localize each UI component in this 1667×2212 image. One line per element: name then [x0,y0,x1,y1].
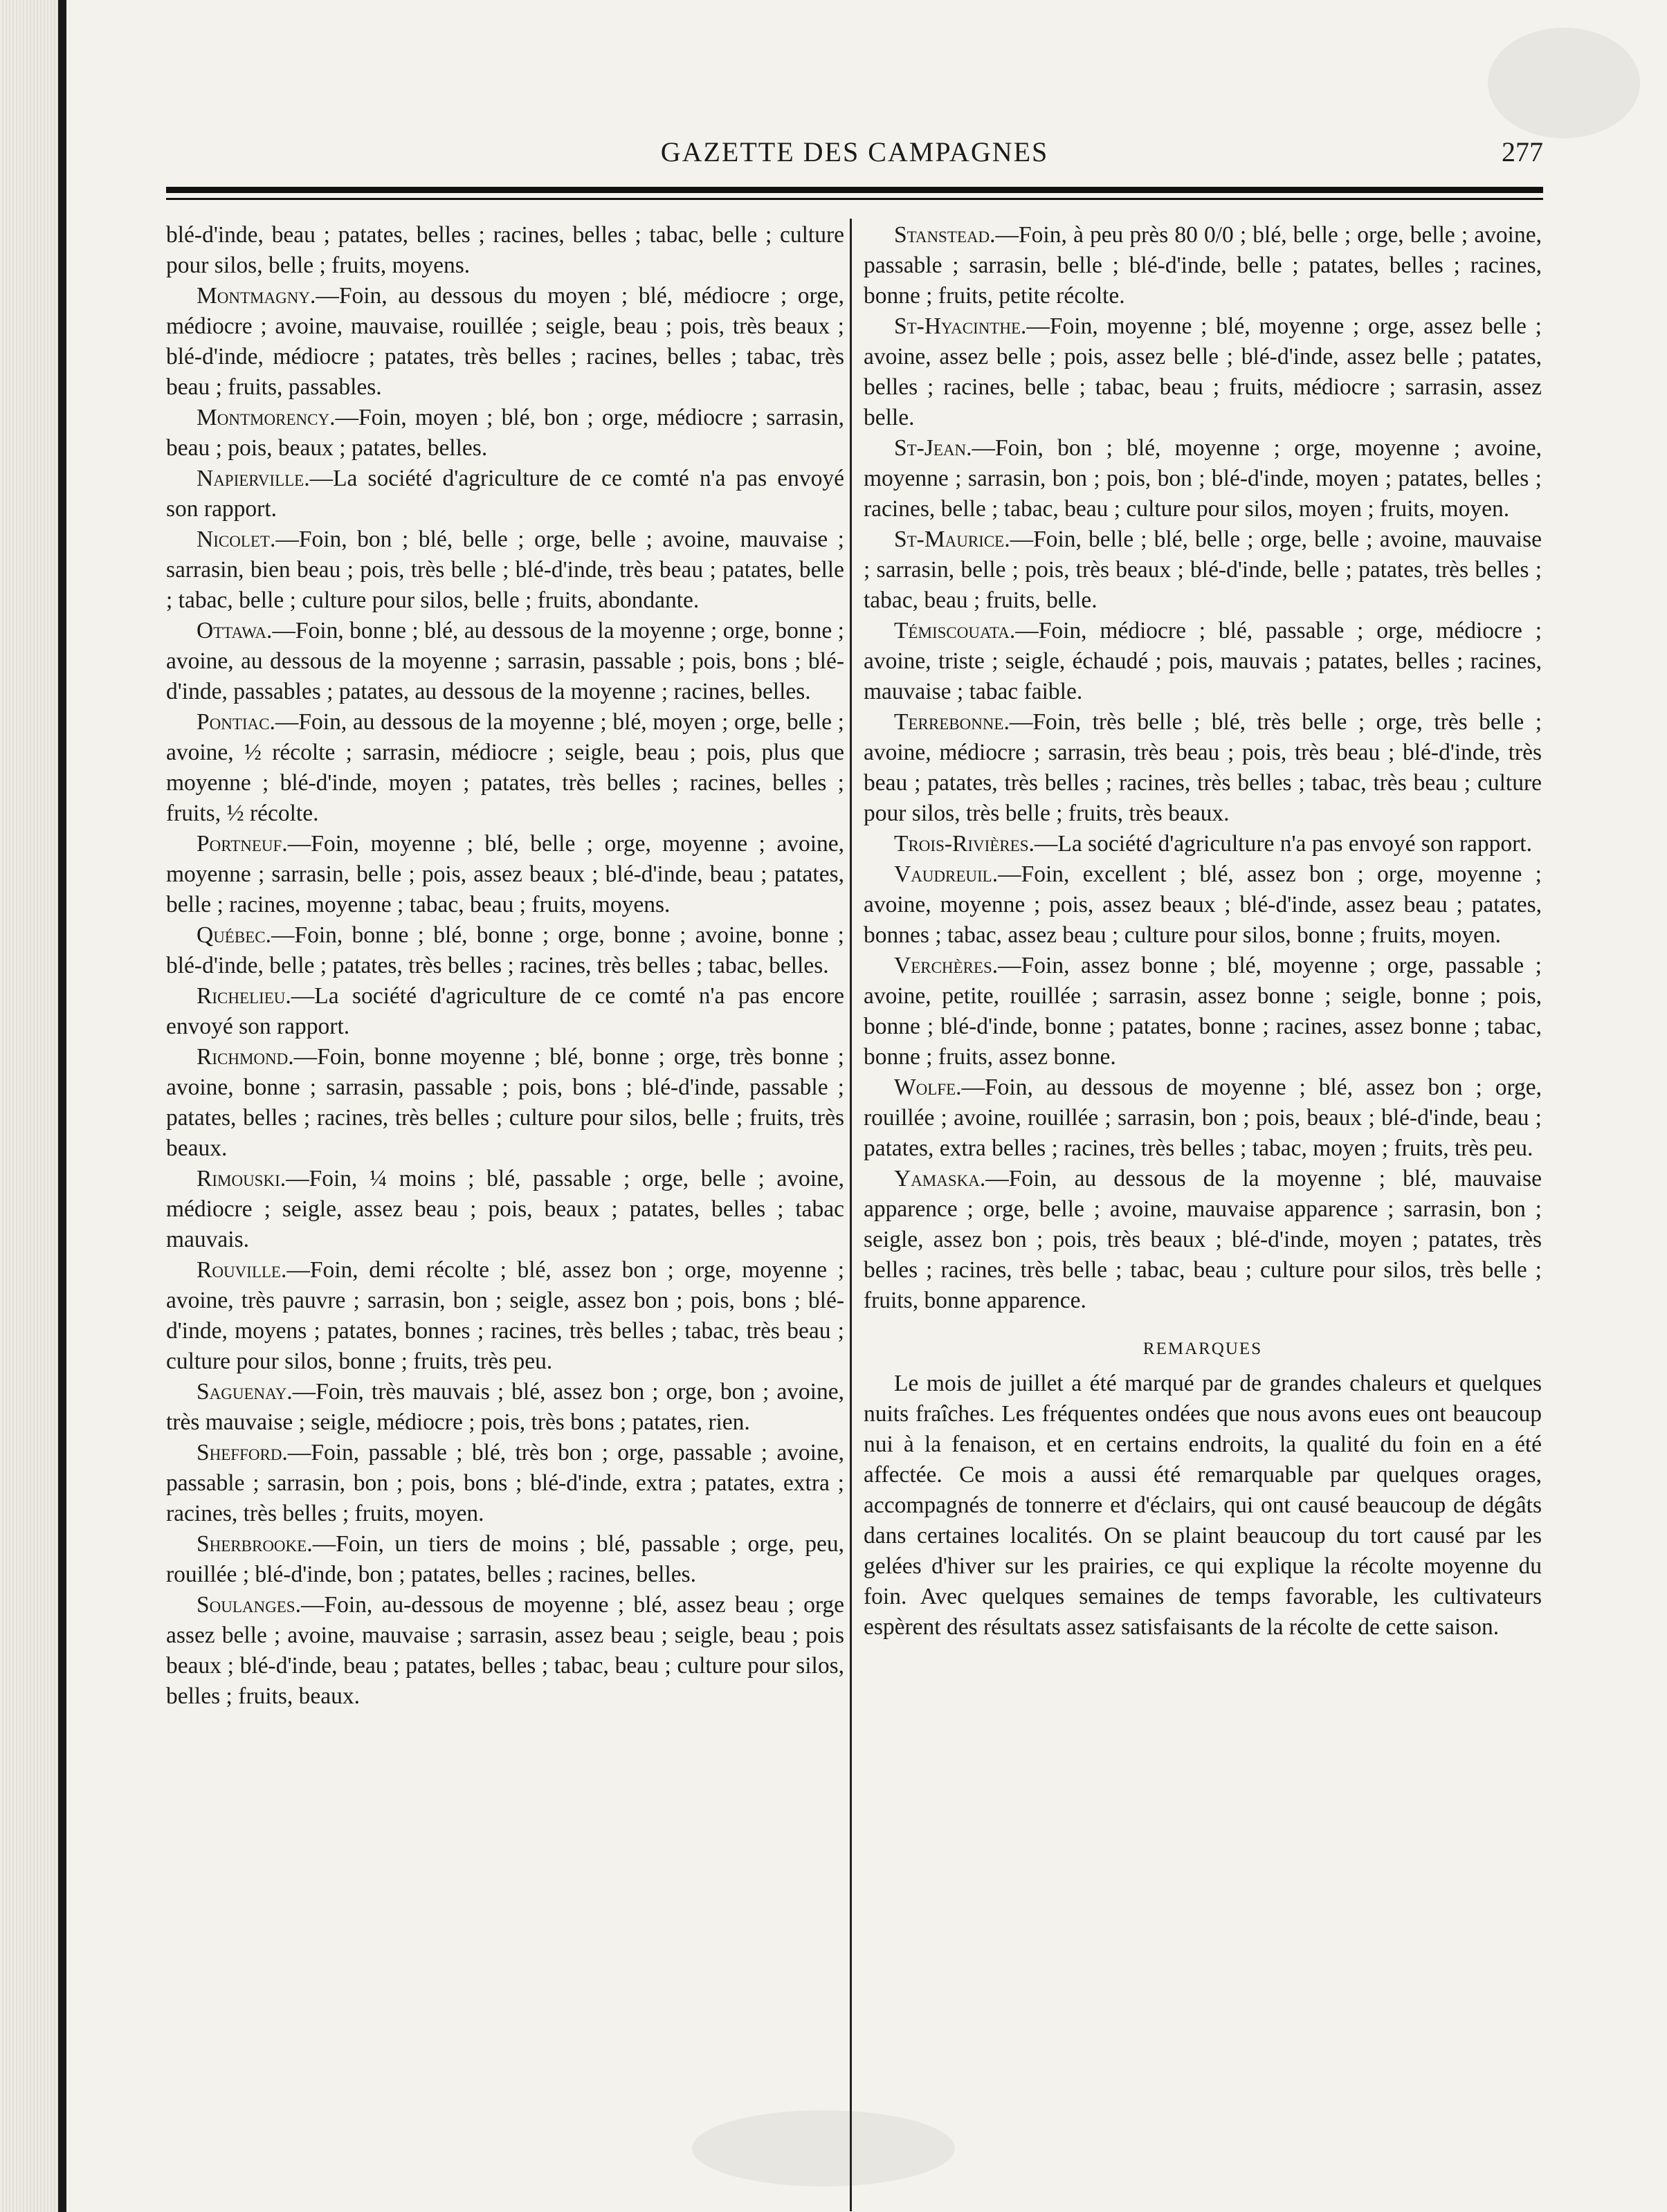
county-name: Rimouski. [197,1166,286,1191]
entry-text: —Foin, au-dessous de moyenne ; blé, assez beau ; orge assez belle ; avoine, mauvaise ; sarrasin, assez beau ; seigle, beau ; pois beaux ; blé-d'inde, beau ; patates, belles ; tabac, beau ; culture pour silos, belles ; fruits, beaux. [166,1592,844,1709]
report-entry [864,707,1542,829]
entry-text: —Foin, ¼ moins ; blé, passable ; orge, belle ; avoine, médiocre ; seigle, assez beau ; pois, beaux ; patates, belles ; tabac mauvais. [166,1166,844,1252]
entry-text: —Foin, médiocre ; blé, passable ; orge, médiocre ; avoine, triste ; seigle, échaudé ; pois, mauvais ; patates, belles ; racines, mauvaise ; tabac faible. [864,618,1542,704]
county-name: Sherbrooke. [197,1531,313,1557]
entry-text: —Foin, moyenne ; blé, belle ; orge, moyenne ; avoine, moyenne ; sarrasin, belle ; pois, assez beaux ; blé-d'inde, beau ; patates, belle ; racines, moyenne ; tabac, beau ; fruits, moyens. [166,831,844,917]
county-name: Ottawa. [197,618,273,643]
report-entry [864,524,1542,616]
entry-text: —Foin, bon ; blé, moyenne ; orge, moyenne ; avoine, moyenne ; sarrasin, bon ; pois, bon ; blé-d'inde, moyen ; patates, belles ; racines, belle ; tabac, beau ; culture pour silos, moyen ; fruits, moyen. [864,435,1542,522]
county-name: Saguenay. [197,1379,293,1405]
entry-text: —Foin, bonne ; blé, bonne ; orge, bonne ; avoine, bonne ; blé-d'inde, belle ; patates, très belles ; racines, très belles ; tabac, belles. [166,922,844,978]
entry-text: —Foin, assez bonne ; blé, moyenne ; orge, passable ; avoine, petite, rouillée ; sarrasin, assez bonne ; seigle, bonne ; pois, bonne ; blé-d'inde, bonne ; patates, bonne ; racines, assez bonne ; tabac, bonne ; fruits, assez bonne. [864,953,1542,1070]
report-entry [864,311,1542,433]
running-title: GAZETTE DES CAMPAGNES [660,136,1049,167]
county-name: Rouville. [197,1257,287,1283]
report-entry [864,220,1542,311]
report-entry [864,616,1542,707]
county-name: Verchères. [894,953,999,978]
county-name: Pontiac. [197,709,275,735]
entry-text: —Foin, demi récolte ; blé, assez bon ; orge, moyenne ; avoine, très pauvre ; sarrasin, bon ; seigle, assez bon ; pois, bons ; blé-d'inde, moyens ; patates, bonnes ; racines, très belles ; tabac, très beau ; culture pour silos, bonne ; fruits, très peu. [166,1257,844,1374]
county-name: Yamaska. [894,1166,986,1191]
report-entry [166,403,844,464]
report-entry [864,1164,1542,1316]
print-smudge [1488,28,1640,138]
county-name: Wolfe. [894,1075,962,1100]
county-name: Portneuf. [197,831,288,857]
entry-text: —Foin, un tiers de moins ; blé, passable ; orge, peu, rouillée ; blé-d'inde, bon ; patates, belles ; racines, belles. [166,1531,844,1587]
county-name: Stanstead. [894,222,996,248]
entry-text: —La société d'agriculture de ce comté n'a pas envoyé son rapport. [166,466,844,522]
entry-text: —Foin, moyenne ; blé, moyenne ; orge, assez belle ; avoine, assez belle ; pois, assez belle ; blé-d'inde, assez belle ; patates, belles ; racines, belle ; tabac, beau ; fruits, médiocre ; sarrasin, assez belle. [864,313,1542,430]
report-entry [864,1072,1542,1164]
binding-edge [58,0,66,2212]
entry-text: blé-d'inde, beau ; patates, belles ; racines, belles ; tabac, belle ; culture pour silos, belle ; fruits, moyens. [166,222,844,278]
page-gutter [0,0,58,2212]
page-number: 277 [1502,136,1543,167]
entry-text: —La société d'agriculture n'a pas envoyé son rapport. [1034,831,1532,857]
report-entry [166,281,844,403]
county-name: Richmond. [197,1044,294,1070]
county-name: Montmagny. [197,283,316,309]
entry-text: —Foin, à peu près 80 0/0 ; blé, belle ; orge, belle ; avoine, passable ; sarrasin, belle ; blé-d'inde, belle ; patates, belles ; racines, bonne ; fruits, petite récolte. [864,222,1542,309]
county-name: Nicolet. [197,527,276,552]
left-column [166,220,844,1712]
report-entry [166,1164,844,1255]
report-entry [166,524,844,616]
county-name: Témiscouata. [894,618,1016,643]
county-name: Soulanges. [197,1592,301,1618]
entry-text: —Foin, bonne ; blé, au dessous de la moyenne ; orge, bonne ; avoine, au dessous de la moyenne ; sarrasin, passable ; pois, bons ; blé-d'inde, passables ; patates, au dessous de la moyenne ; racines, belles. [166,618,844,704]
county-name: Terrebonne. [894,709,1010,735]
report-entry [864,951,1542,1072]
county-name: Richelieu. [197,983,291,1009]
report-entry [166,1255,844,1377]
report-entry [166,1377,844,1438]
report-entry [166,1042,844,1164]
remarques-paragraph: Le mois de juillet a été marqué par de grandes chaleurs et quelques nuits fraîches. Les fréquentes ondées que nous avons eues ont beaucoup nui à la fenaison, et en certains endroits, la qualité du foin en a été affectée. Ce mois a aussi été remarquable par quelques orages, accompagnés de tonnerre et d'éclairs, qui ont causé beaucoup de dégâts dans certaines localités. On se plaint beaucoup du tort causé par les gelées d'hiver sur les prairies, ce qui explique la récolte moyenne du foin. Avec quelques semaines de temps favorable, les cultivateurs espèrent des résultats assez satisfaisants de la récolte de cette saison. [864,1371,1542,1640]
entry-text: —Foin, très mauvais ; blé, assez bon ; orge, bon ; avoine, très mauvaise ; seigle, médiocre ; pois, très bons ; patates, rien. [166,1379,844,1435]
header-rule-thin [166,198,1543,200]
report-entry [864,859,1542,951]
report-entry [166,464,844,524]
report-entry [166,616,844,707]
report-entry [864,829,1542,859]
entry-text: —Foin, très belle ; blé, très belle ; orge, très belle ; avoine, médiocre ; sarrasin, très beau ; pois, très beau ; blé-d'inde, très beau ; patates, très belles ; racines, très belles ; tabac, très beau ; culture pour silos, très belle ; fruits, très beaux. [864,709,1542,826]
entry-text: —Foin, au dessous du moyen ; blé, médiocre ; orge, médiocre ; avoine, mauvaise, rouillée ; seigle, beau ; pois, très beaux ; blé-d'inde, médiocre ; patates, très belles ; racines, belles ; tabac, très beau ; fruits, passables. [166,283,844,400]
report-entry-continued [166,220,844,281]
county-name: Québec. [197,922,271,948]
county-name: Montmorency. [197,405,336,430]
entry-text: —Foin, bon ; blé, belle ; orge, belle ; avoine, mauvaise ; sarrasin, bien beau ; pois, très belle ; blé-d'inde, très beau ; patates, belle ; tabac, belle ; culture pour silos, belle ; fruits, abondante. [166,527,844,613]
report-entry [864,433,1542,524]
print-smudge [692,2110,955,2186]
county-name: St-Maurice. [894,527,1010,552]
report-entry [166,1438,844,1529]
county-name: Napierville. [197,466,310,491]
county-name: St-Hyacinthe. [894,313,1027,339]
report-entry [166,1529,844,1590]
entry-text: —Foin, excellent ; blé, assez bon ; orge, moyenne ; avoine, moyenne ; pois, assez beaux ; blé-d'inde, assez beau ; patates, bonnes ; tabac, assez beau ; culture pour silos, bonne ; fruits, moyen. [864,861,1542,948]
county-name: Shefford. [197,1440,288,1465]
report-entry [166,981,844,1042]
entry-text: —Foin, passable ; blé, très bon ; orge, passable ; avoine, passable ; sarrasin, bon ; pois, bons ; blé-d'inde, extra ; patates, extra ; racines, très belles ; fruits, moyen. [166,1440,844,1526]
entry-text: —Foin, au dessous de la moyenne ; blé, mauvaise apparence ; orge, belle ; avoine, mauvaise apparence ; sarrasin, bon ; seigle, assez bon ; pois, très beaux ; blé-d'inde, moyen ; patates, très belles ; racines, très belle ; tabac, beau ; culture pour silos, très belle ; fruits, bonne apparence. [864,1166,1542,1313]
county-name: Vaudreuil. [894,861,999,887]
entry-text: —Foin, belle ; blé, belle ; orge, belle ; avoine, mauvaise ; sarrasin, belle ; pois, très beaux ; blé-d'inde, belle ; patates, très belles ; tabac, beau ; fruits, belle. [864,527,1542,613]
county-name: Trois-Rivières. [894,831,1035,857]
report-entry [166,707,844,829]
entry-text: —Foin, au dessous de moyenne ; blé, assez bon ; orge, rouillée ; avoine, rouillée ; sarrasin, bon ; pois, beaux ; blé-d'inde, beau ; patates, extra belles ; racines, très belles ; tabac, moyen ; fruits, très peu. [864,1075,1542,1161]
entry-text: —Foin, au dessous de la moyenne ; blé, moyen ; orge, belle ; avoine, ½ récolte ; sarrasin, médiocre ; seigle, beau ; pois, plus que moyenne ; blé-d'inde, moyen ; patates, très belles ; racines, belles ; fruits, ½ récolte. [166,709,844,826]
county-name: St-Jean. [894,435,972,461]
report-entry [166,1590,844,1712]
report-entry [166,829,844,920]
right-column [864,220,1542,1643]
entry-text: —La société d'agriculture de ce comté n'a pas encore envoyé son rapport. [166,983,844,1039]
entry-text: —Foin, moyen ; blé, bon ; orge, médiocre ; sarrasin, beau ; pois, beaux ; patates, belles. [166,405,844,461]
header-rule-thick [166,187,1543,193]
report-entry [166,920,844,981]
entry-text: —Foin, bonne moyenne ; blé, bonne ; orge, très bonne ; avoine, bonne ; sarrasin, passable ; pois, bons ; blé-d'inde, passable ; patates, belles ; racines, très belles ; culture pour silos, belle ; fruits, très beaux. [166,1044,844,1161]
page-header [166,136,1543,177]
remarques-heading: REMARQUES [1142,1340,1263,1358]
column-divider [850,219,852,2211]
